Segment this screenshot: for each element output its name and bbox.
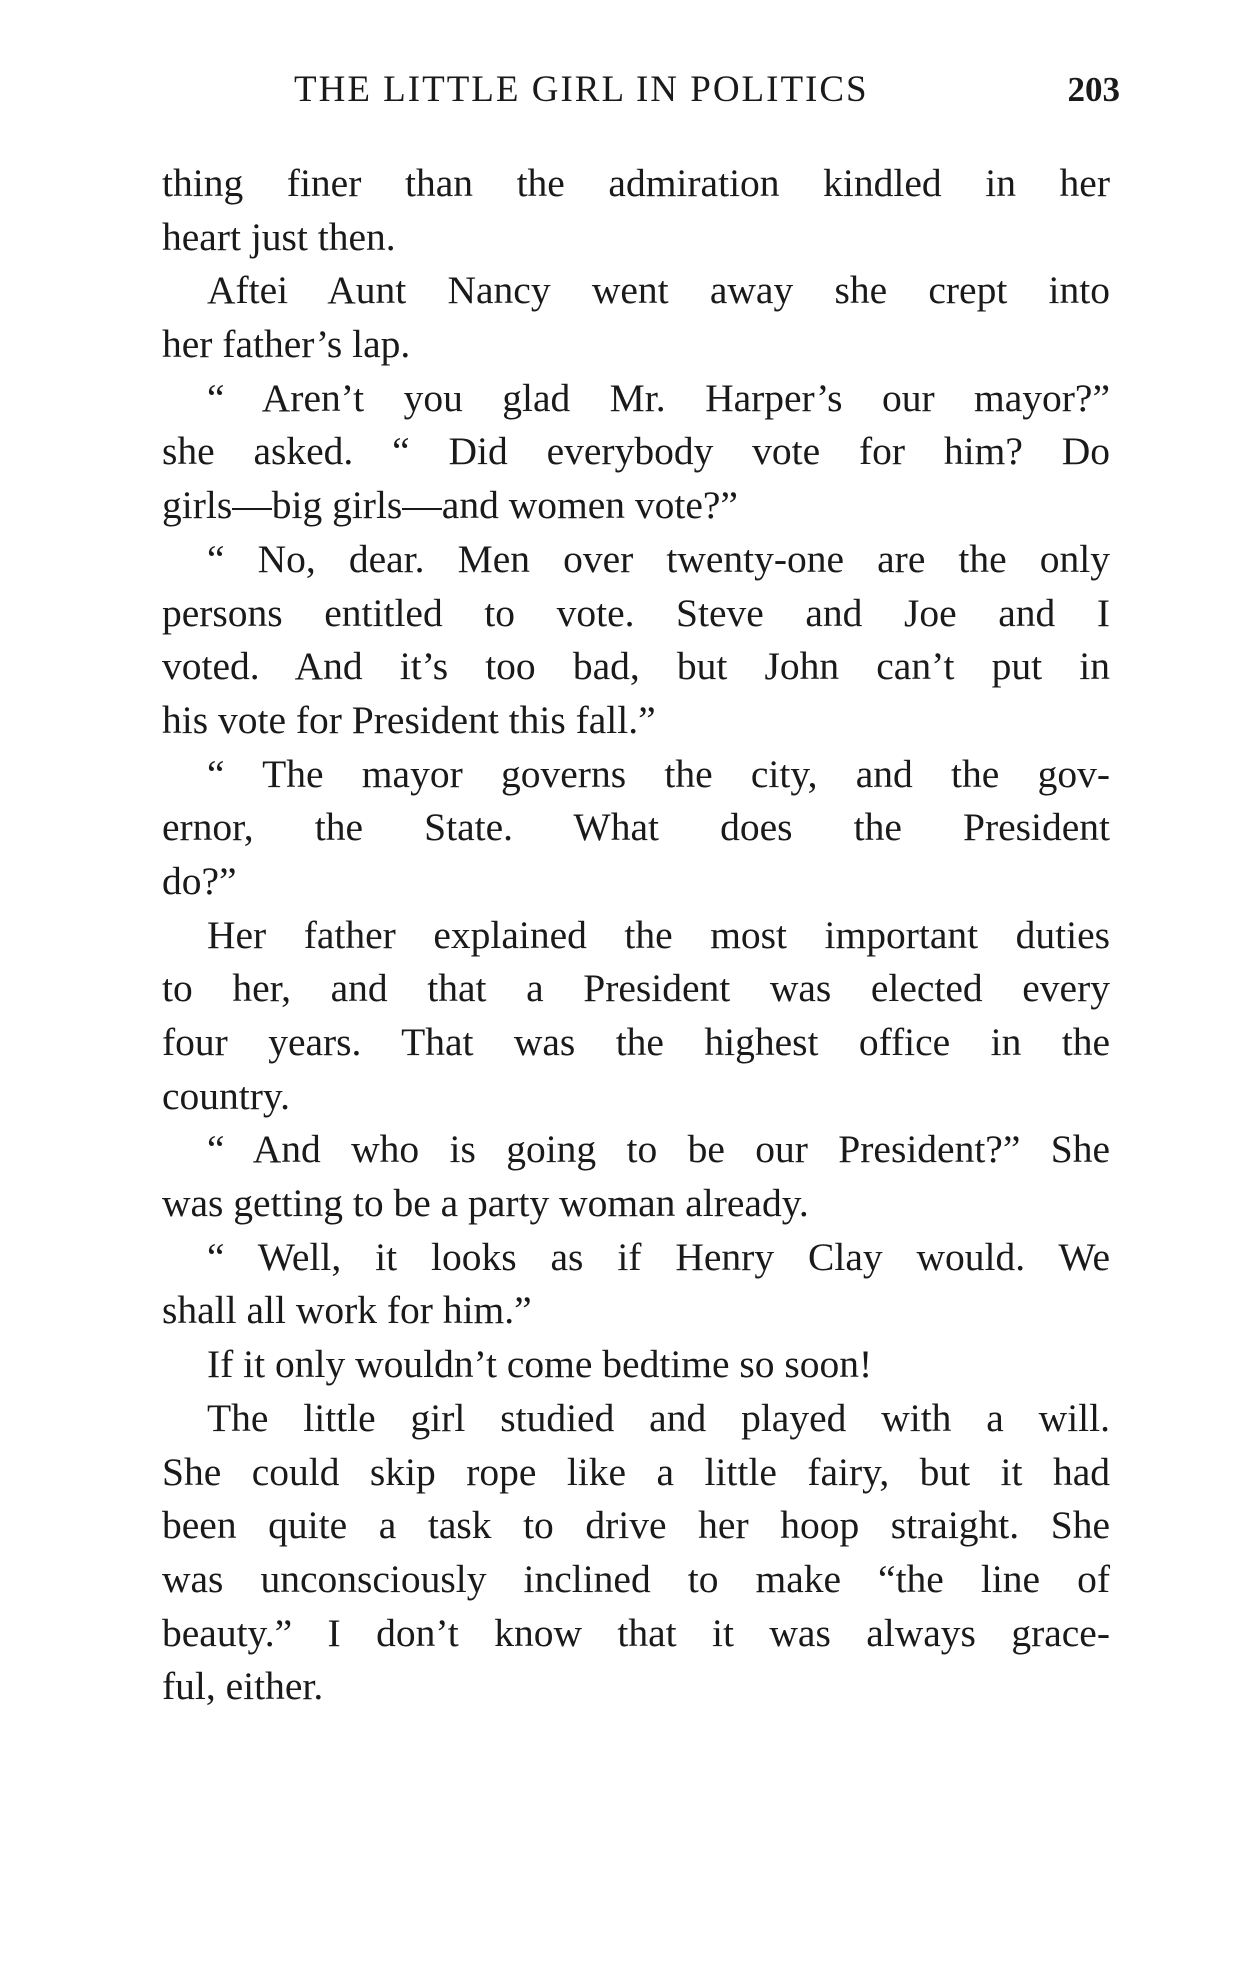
text-line: “ The mayor governs the city, and the gov- [207, 751, 1110, 796]
text-line: “ Well, it looks as if Henry Clay would. We [207, 1234, 1110, 1279]
running-title: THE LITTLE GIRL IN POLITICS [294, 69, 869, 110]
text-line: country. [162, 1073, 290, 1118]
running-head [160, 68, 1120, 118]
text-line: do?” [162, 858, 237, 903]
text-line: been quite a task to drive her hoop straight. She [162, 1503, 1110, 1548]
text-line: “ Aren’t you glad Mr. Harper’s our mayor?” [207, 375, 1110, 420]
text-line: persons entitled to vote. Steve and Joe and I [162, 590, 1110, 635]
text-line: thing finer than the admiration kindled in her [162, 161, 1110, 205]
text-line: was getting to be a party woman already. [162, 1181, 809, 1226]
text-line: voted. And it’s too bad, but John can’t put in [162, 644, 1110, 689]
page-number: 203 [1067, 70, 1120, 109]
body-text [162, 157, 1110, 1714]
text-line: she asked. “ Did everybody vote for him? Do [162, 429, 1110, 474]
text-line: If it only wouldn’t come bedtime so soon! [207, 1342, 873, 1387]
text-line: to her, and that a President was elected every [162, 966, 1110, 1011]
text-line: his vote for President this fall.” [162, 697, 656, 742]
text-line: Her father explained the most important duties [207, 912, 1110, 957]
text-line: beauty.” I don’t know that it was always grace- [162, 1610, 1110, 1655]
text-line: girls—big girls—and women vote?” [162, 483, 738, 528]
text-line: The little girl studied and played with a will. [207, 1395, 1110, 1440]
text-line: was unconsciously inclined to make “the line of [162, 1556, 1110, 1601]
text-line: four years. That was the highest office in the [162, 1020, 1110, 1064]
text-line: ernor, the State. What does the President [162, 805, 1110, 850]
text-line: heart just then. [162, 214, 396, 259]
text-line: “ No, dear. Men over twenty-one are the only [207, 536, 1110, 581]
text-line: Aftei Aunt Nancy went away she crept into [207, 268, 1110, 313]
text-line: shall all work for him.” [162, 1288, 532, 1333]
text-line: ful, either. [162, 1664, 324, 1709]
text-line: “ And who is going to be our President?” She [207, 1127, 1110, 1172]
text-line: She could skip rope like a little fairy, but it had [162, 1449, 1110, 1494]
text-line: her father’s lap. [162, 322, 411, 367]
